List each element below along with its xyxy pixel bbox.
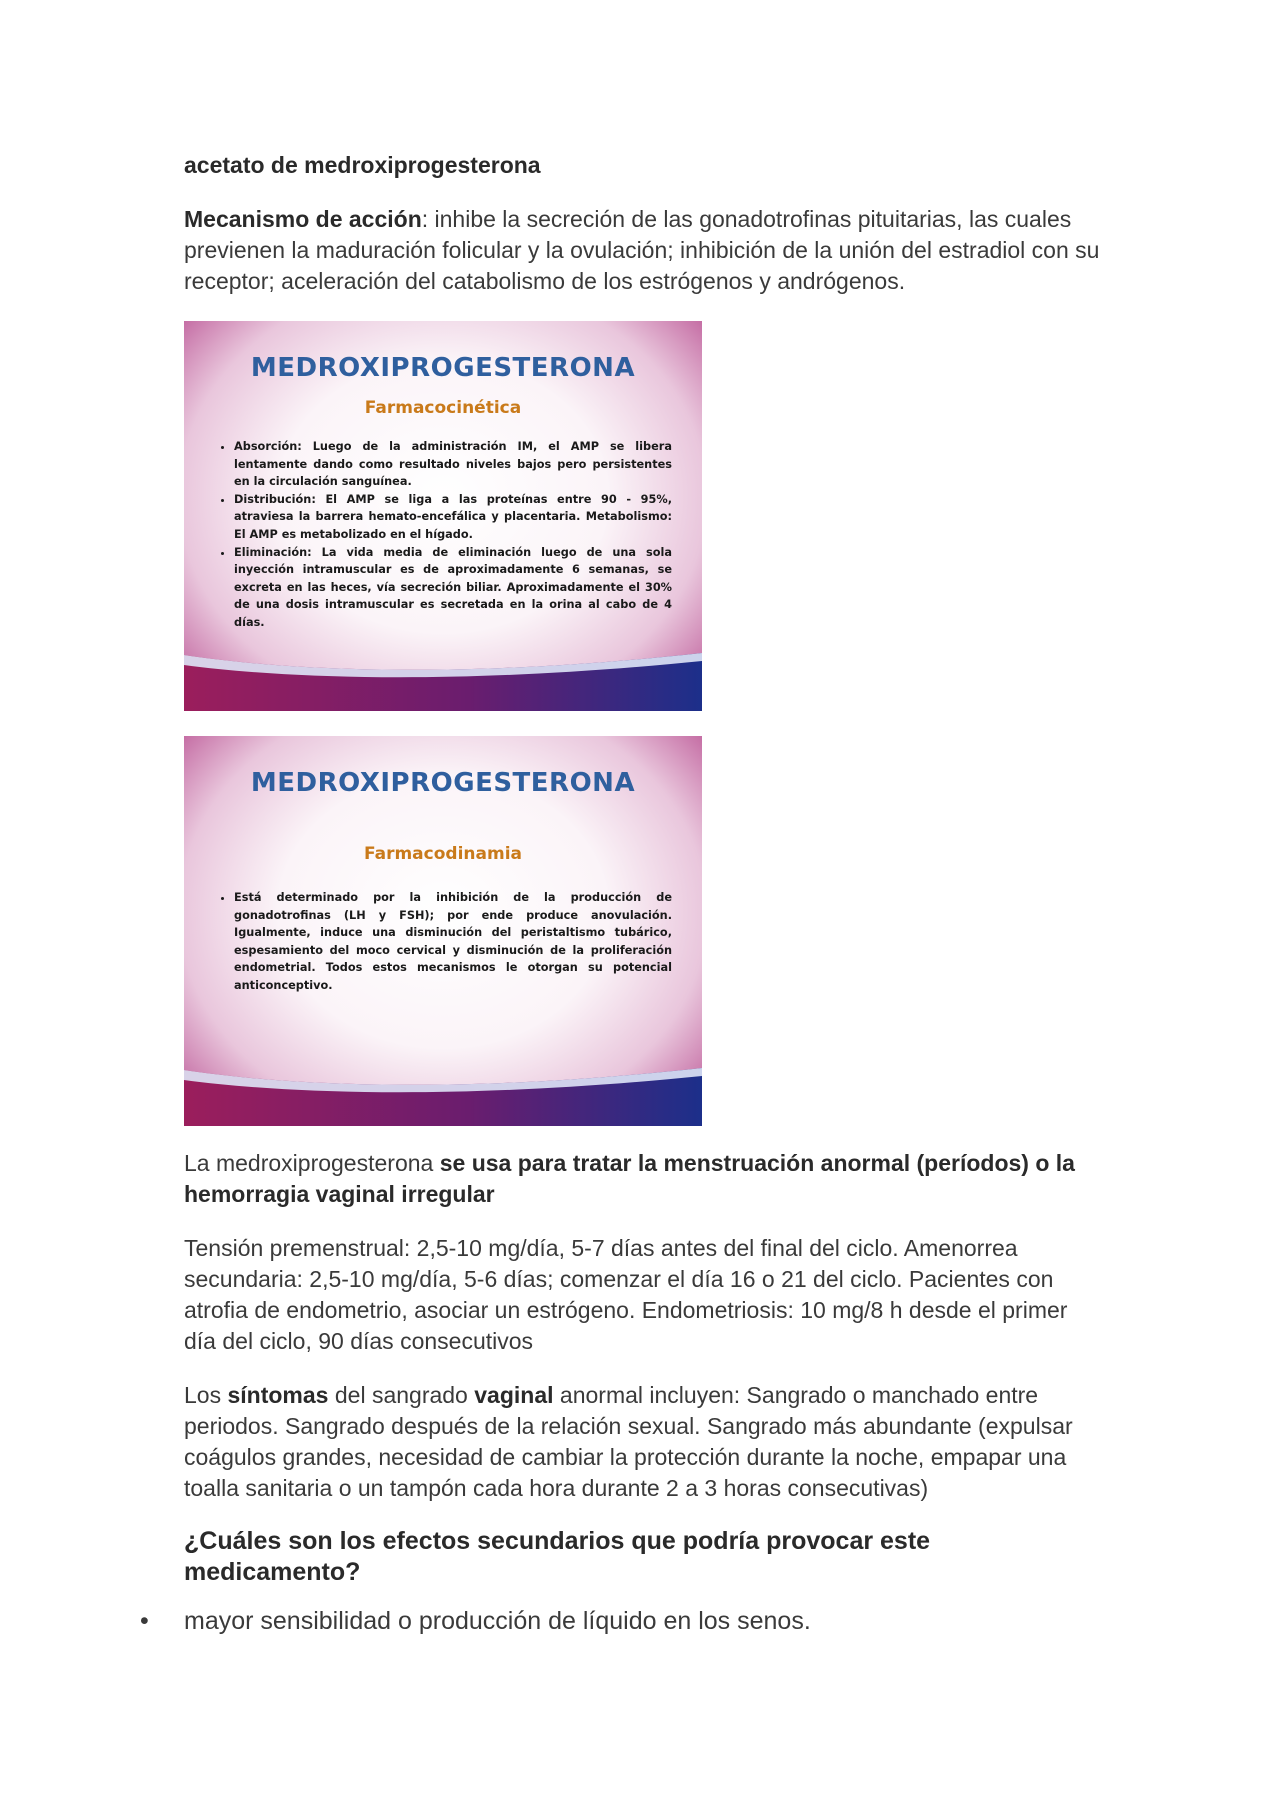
slide-decorative-band — [184, 653, 702, 711]
usage-bold: se usa para tratar la menstruación anormal (períodos) o la hemorragia vaginal irregular — [184, 1150, 1075, 1207]
slide-decorative-band — [184, 1068, 702, 1126]
slide-bullet-list — [214, 438, 672, 632]
list-item-text: mayor sensibilidad o producción de líquido en los senos. — [184, 1607, 811, 1635]
symptoms-text: anormal incluyen: Sangrado o manchado entre periodos. Sangrado después de la relación sexual. Sangrado más abundante (expulsar coágulos grandes, necesidad de cambiar la protección durante la noche, empapar una toalla sanitaria o un tampón cada hora durante 2 a 3 horas consecutivas) — [184, 1382, 1073, 1501]
slide-farmacodinamia — [184, 736, 702, 1126]
symptoms-bold: vaginal — [474, 1382, 554, 1408]
slide-title: MEDROXIPROGESTERONA — [250, 353, 636, 383]
symptoms-bold: síntomas — [227, 1382, 329, 1408]
slide-title: MEDROXIPROGESTERONA — [250, 768, 636, 798]
mechanism-label: Mecanismo de acción — [184, 206, 422, 232]
slide-bullet: • Absorción: Luego de la administración IM, el AMP se libera lentamente dando como resultado niveles bajos pero persistentes en la circulación sanguínea. — [234, 438, 672, 491]
usage-paragraph — [184, 1148, 1104, 1210]
slide-bullet: • Eliminación: La vida media de eliminación luego de una sola inyección intramuscular es de aproximadamente 6 semanas, se excreta en las heces, vía secreción biliar. Aproximadamente el 30% de una dosis intramuscular es secretada en la orina al cabo de 4 días. — [234, 544, 672, 632]
mechanism-paragraph — [184, 204, 1104, 297]
slide-bullet: • Está determinado por la inhibición de la producción de gonadotrofinas (LH y FSH); por ende produce anovulación. Igualmente, induce una disminución del peristaltismo tubárico, espesamiento del moco cervical y disminución de la proliferación endometrial. Todos estos mecanismos le otorgan su potencial anticonceptivo. — [234, 889, 672, 995]
slide-bullet: • Distribución: El AMP se liga a las proteínas entre 90 - 95%, atraviesa la barrera hemato-encefálica y placentaria. Metabolismo: El AMP es metabolizado en el hígado. — [234, 491, 672, 544]
usage-prefix: La medroxiprogesterona — [184, 1150, 440, 1176]
symptoms-text: Los — [184, 1382, 228, 1408]
symptoms-text: del sangrado — [328, 1382, 475, 1408]
symptoms-paragraph — [184, 1380, 1104, 1504]
slide-farmacocinetica — [184, 321, 702, 711]
slide-bullet-list — [214, 889, 672, 995]
document-title: acetato de medroxiprogesterona — [184, 152, 541, 178]
mechanism-text: : inhibe la secreción de las gonadotrofinas pituitarias, las cuales previenen la maduración folicular y la ovulación; inhibición de la unión del estradiol con su receptor; aceleración del catabolismo de los estrógenos y andrógenos. — [184, 206, 1100, 294]
slide-subtitle: Farmacocinética — [364, 398, 522, 418]
dosage-paragraph: Tensión premenstrual: 2,5-10 mg/día, 5-7 días antes del final del ciclo. Amenorrea secundaria: 2,5-10 mg/día, 5-6 días; comenzar el día 16 o 21 del ciclo. Pacientes con atrofia de endometrio, asociar un estrógeno. Endometriosis: 10 mg/8 h desde el primer día del ciclo, 90 días consecutivos — [184, 1235, 1068, 1354]
bullet-icon: • — [140, 1607, 149, 1635]
side-effects-heading: ¿Cuáles son los efectos secundarios que podría provocar este medicamento? — [184, 1527, 931, 1586]
slide-subtitle: Farmacodinamia — [364, 844, 522, 864]
